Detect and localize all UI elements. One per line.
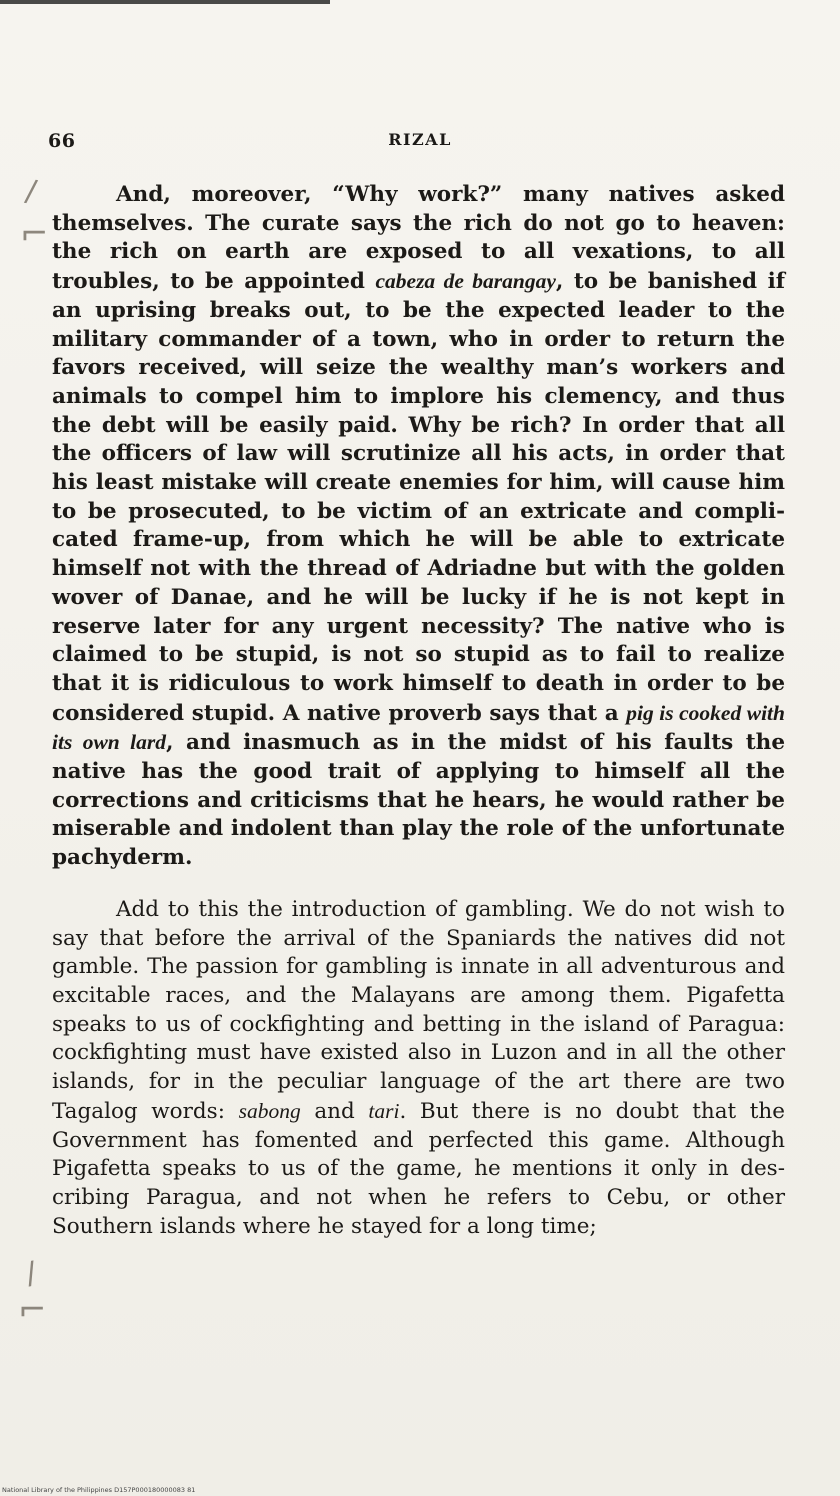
italic-phrase: tari xyxy=(368,1098,400,1123)
body-text xyxy=(52,181,785,1241)
top-edge-rule xyxy=(0,0,330,4)
text-run: . But there is no doubt that the Government has fomented and perfected this game. Although Pigafetta speaks to us of the game, he mentions it only in describing Paragua, and not when he refers to Cebu, or other Southern islands where he stayed for a long time; xyxy=(52,1098,785,1239)
text-run: And, moreover, “Why work?” many natives asked themselves. The curate says the rich do not go to heaven: the rich on earth are exposed to all vexations, to all troubles, to be appointed xyxy=(52,182,785,295)
text-run: and xyxy=(300,1098,369,1124)
paragraph-1 xyxy=(52,181,785,873)
pencil-mark-icon: / xyxy=(23,173,40,210)
pencil-mark-icon: / xyxy=(22,1255,40,1292)
text-run: Add to this the introduction of gambling. We do not wish to say that before the arrival of the Spaniards the natives did not gamble. The passion for gambling is innate in all adventurous and excitable races, and the Malayans are among them. Pigafetta speaks to us of cockfighting and betting in the island of Paragua: cockfighting must have existed also in Luzon and in all the other islands, for in the peculiar language of the art there are two Tagalog words: xyxy=(52,896,785,1124)
running-head: RIZAL xyxy=(388,130,452,149)
text-run: , and inasmuch as in the midst of his faults the native has the good trait of applying to himself all the corrections and criticisms that he hears, he would rather be miserable and indolent than play the role of the unfortunate pachyderm. xyxy=(52,730,785,871)
italic-phrase: cabeza de barangay xyxy=(375,269,556,294)
italic-phrase: pig is cooked with its own lard xyxy=(52,700,785,755)
pencil-bracket-icon: ⌐ xyxy=(20,214,49,254)
scan-footer: National Library of the Philippines D157P000180000083 81 xyxy=(2,1486,196,1494)
page-number: 66 xyxy=(48,130,76,152)
italic-phrase: sabong xyxy=(238,1098,301,1123)
pencil-bracket-icon: ⌐ xyxy=(18,1290,47,1330)
paragraph-2 xyxy=(52,896,785,1241)
text-run: , to be banished if an uprising breaks out, to be the expected leader to the military commander of a town, who in order to return the favors received, will seize the wealthy man’s workers and animals to compel him to implore his clemency, and thus the debt will be easily paid. Why be rich? In order that all the officers of law will scrutinize all his acts, in order that his least mistake will create enemies for him, will cause him to be prosecuted, to be victim of an extricate and complicated frame-up, from which he will be able to extricate himself not with the thread of Adriadne but with the golden wover of Danae, and he will be lucky if he is not kept in reserve later for any urgent necessity? The native who is claimed to be stupid, is not so stupid as to fail to realize that it is ridiculous to work himself to death in order to be considered stupid. A native proverb says that a xyxy=(52,269,785,726)
